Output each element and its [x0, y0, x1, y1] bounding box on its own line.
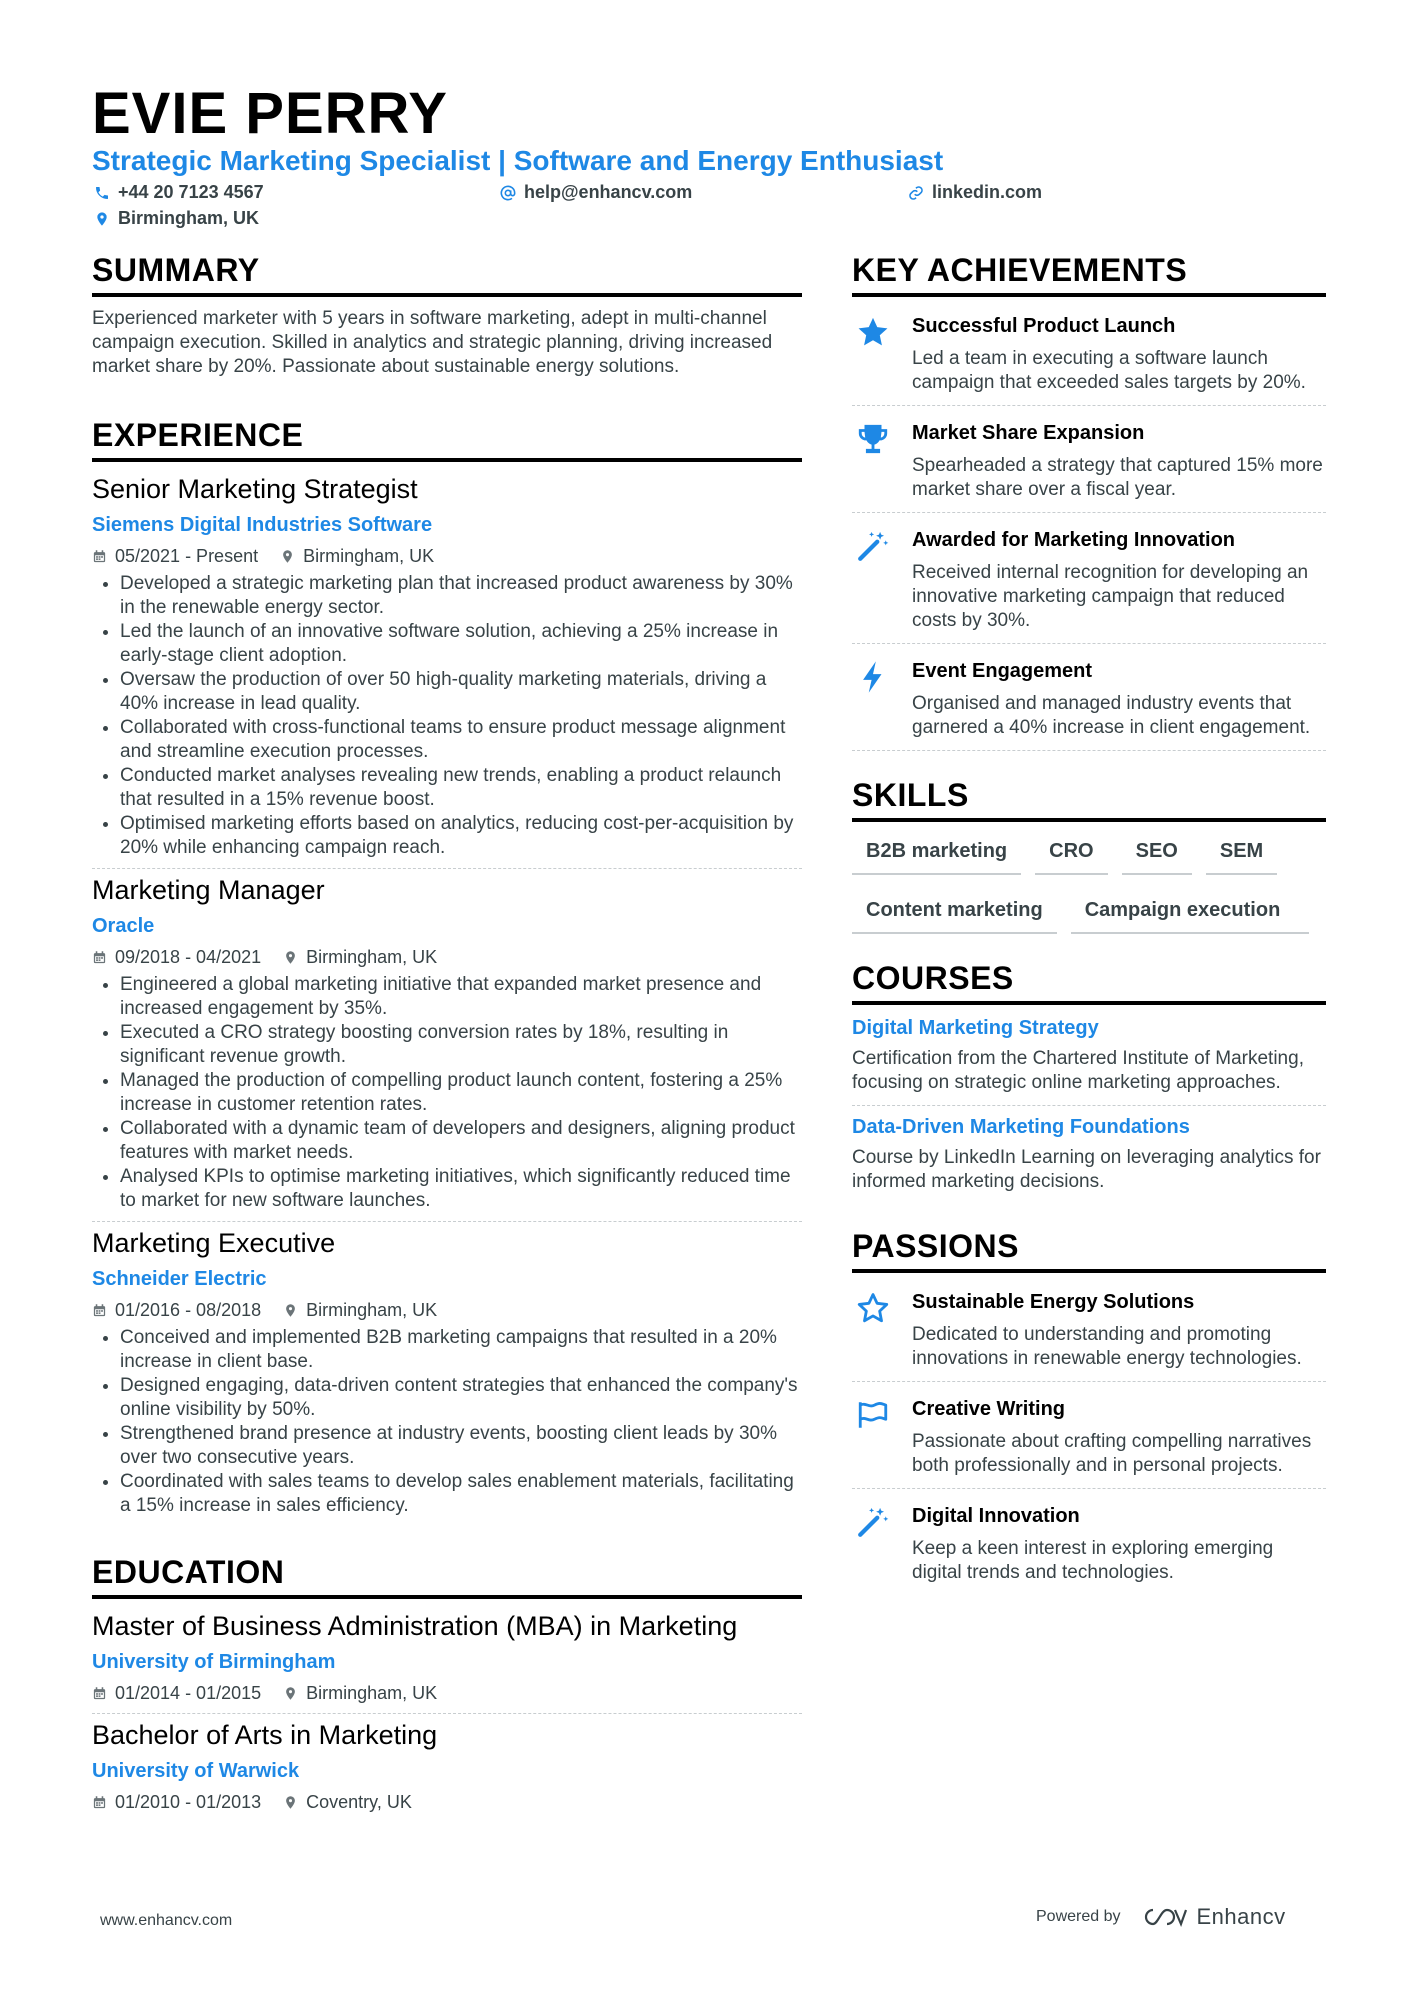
job-role: Marketing Executive: [92, 1228, 336, 1258]
course-title: Data-Driven Marketing Foundations: [852, 1116, 1190, 1138]
job-bullet: • Led the launch of an innovative software solution, achieving a 25% increase in early-stage client adoption.: [120, 620, 802, 668]
location-pin-icon: [280, 549, 295, 564]
achievement-desc: Received internal recognition for developing an innovative marketing campaign that reduced costs by 30%.: [912, 562, 1309, 631]
calendar-icon: [92, 549, 107, 564]
education-location: Birmingham, UK: [306, 1683, 438, 1703]
course-desc: Course by LinkedIn Learning on leveraging analytics for informed marketing decisions.: [852, 1147, 1321, 1192]
course-desc: Certification from the Chartered Institute of Marketing, focusing on strategic online marketing approaches.: [852, 1048, 1304, 1093]
achievement-item: [852, 406, 1326, 513]
job-company: Oracle: [92, 915, 155, 937]
job-role: Marketing Manager: [92, 875, 325, 905]
achievement-item: [852, 513, 1326, 644]
divider: [92, 1221, 802, 1222]
job-bullet: • Oversaw the production of over 50 high-quality marketing materials, driving a 40% increase in lead quality.: [120, 668, 802, 716]
job-bullet: • Designed engaging, data-driven content strategies that enhanced the company's online visibility by 50%.: [120, 1374, 802, 1422]
education-dates: 01/2014 - 01/2015: [115, 1683, 262, 1703]
right-column: [852, 252, 1326, 1595]
education-degree: Master of Business Administration (MBA) in Marketing: [92, 1611, 738, 1641]
job-location: Birmingham, UK: [306, 947, 438, 967]
location-pin-icon: [283, 950, 298, 965]
summary-heading: SUMMARY: [92, 252, 802, 297]
passion-title: Creative Writing: [912, 1398, 1065, 1420]
education-entry: [92, 1609, 802, 1714]
experience-heading: EXPERIENCE: [92, 417, 802, 462]
job-bullet: • Executed a CRO strategy boosting conversion rates by 18%, resulting in significant revenue growth.: [120, 1021, 802, 1069]
enhancv-logo-icon: [1143, 1906, 1187, 1928]
location-pin-icon: [283, 1686, 298, 1701]
education-heading: EDUCATION: [92, 1554, 802, 1599]
passion-desc: Passionate about crafting compelling narratives both professionally and in personal projects.: [912, 1431, 1312, 1476]
job-bullet: • Analysed KPIs to optimise marketing initiatives, which significantly reduced time to market for new software launches.: [120, 1165, 802, 1213]
job-bullet: • Developed a strategic marketing plan that increased product awareness by 30% in the renewable energy sector.: [120, 572, 802, 620]
job-company: Siemens Digital Industries Software: [92, 514, 433, 536]
passion-title: Digital Innovation: [912, 1505, 1080, 1527]
magic-wand-icon: [856, 529, 890, 563]
achievement-title: Market Share Expansion: [912, 422, 1145, 444]
education-meta: [92, 1790, 802, 1814]
powered-by-text: Powered by: [1036, 1908, 1121, 1925]
job-meta: [92, 1298, 802, 1322]
brand-name: Enhancv: [1196, 1904, 1286, 1929]
achievement-item: [852, 644, 1326, 751]
summary-text: Experienced marketer with 5 years in software marketing, adept in multi-channel campaign execution. Skilled in analytics and strategic planning, driving increased market share by 20%. Passionate about sustainable energy solutions.: [92, 308, 773, 377]
education-school: University of Birmingham: [92, 1651, 336, 1673]
passions-heading: PASSIONS: [852, 1228, 1326, 1273]
skill-tag: SEM: [1206, 832, 1277, 875]
achievement-item: [852, 307, 1326, 406]
phone-icon: [94, 185, 110, 201]
job-bullet: • Conceived and implemented B2B marketing campaigns that resulted in a 20% increase in client base.: [120, 1326, 802, 1374]
calendar-icon: [92, 950, 107, 965]
job-company: Schneider Electric: [92, 1268, 267, 1290]
skills-heading: SKILLS: [852, 777, 1326, 822]
education-dates: 01/2010 - 01/2013: [115, 1792, 262, 1812]
at-icon: [500, 185, 516, 201]
achievement-title: Successful Product Launch: [912, 315, 1176, 337]
passion-desc: Keep a keen interest in exploring emerging digital trends and technologies.: [912, 1538, 1274, 1583]
skill-tag: Campaign execution: [1071, 891, 1309, 934]
achievement-title: Awarded for Marketing Innovation: [912, 529, 1235, 551]
courses-heading: COURSES: [852, 960, 1326, 1005]
location-text: Birmingham, UK: [118, 208, 260, 228]
contact-linkedin[interactable]: [908, 182, 1042, 203]
job-bullet: • Strengthened brand presence at industry events, boosting client leads by 30% over two consecutive years.: [120, 1422, 802, 1470]
job-role: Senior Marketing Strategist: [92, 474, 418, 504]
trophy-icon: [856, 422, 890, 456]
brand-logo[interactable]: [1143, 1904, 1286, 1930]
achievements-heading: KEY ACHIEVEMENTS: [852, 252, 1326, 297]
divider: [92, 1713, 802, 1714]
divider: [92, 868, 802, 869]
education-school: University of Warwick: [92, 1760, 300, 1782]
email-text[interactable]: help@enhancv.com: [524, 182, 693, 202]
passion-item: [852, 1283, 1326, 1382]
job-bullet: • Conducted market analyses revealing new trends, enabling a product relaunch that resulted in a 15% revenue boost.: [120, 764, 802, 812]
star-icon: [856, 315, 890, 349]
job-bullet: • Managed the production of compelling product launch content, fostering a 25% increase in customer retention rates.: [120, 1069, 802, 1117]
candidate-subtitle: Strategic Marketing Specialist | Software and Energy Enthusiast: [92, 145, 944, 176]
left-column: [92, 252, 802, 1814]
job-meta: [92, 945, 802, 969]
skills-list: [852, 832, 1326, 934]
job-bullet: • Engineered a global marketing initiative that expanded market presence and increased engagement by 35%.: [120, 973, 802, 1021]
footer-branding: [1036, 1904, 1286, 1930]
skill-tag: SEO: [1122, 832, 1192, 875]
contact-phone: [94, 182, 264, 203]
calendar-icon: [92, 1795, 107, 1810]
job-bullet: • Coordinated with sales teams to develop sales enablement materials, facilitating a 15% increase in sales efficiency.: [120, 1470, 802, 1518]
job-dates: 09/2018 - 04/2021: [115, 947, 262, 967]
magic-wand-icon: [856, 1505, 890, 1539]
phone-text: +44 20 7123 4567: [118, 182, 264, 202]
job-bullets: [92, 1326, 802, 1518]
skill-tag: Content marketing: [852, 891, 1057, 934]
skill-tag: CRO: [1035, 832, 1107, 875]
passion-item: [852, 1382, 1326, 1489]
footer-website[interactable]: www.enhancv.com: [100, 1912, 233, 1929]
job-bullet: • Collaborated with a dynamic team of developers and designers, aligning product features with market needs.: [120, 1117, 802, 1165]
achievement-desc: Organised and managed industry events that garnered a 40% increase in client engagement.: [912, 693, 1311, 738]
passion-desc: Dedicated to understanding and promoting innovations in renewable energy technologies.: [912, 1324, 1302, 1369]
location-pin-icon: [283, 1795, 298, 1810]
education-location: Coventry, UK: [306, 1792, 412, 1812]
skill-tag: B2B marketing: [852, 832, 1021, 875]
linkedin-text[interactable]: linkedin.com: [932, 182, 1043, 202]
contact-email[interactable]: [500, 182, 692, 203]
job-dates: 01/2016 - 08/2018: [115, 1300, 262, 1320]
job-bullets: [92, 973, 802, 1213]
job-entry: [92, 1226, 802, 1518]
location-pin-icon: [94, 211, 110, 227]
job-dates: 05/2021 - Present: [115, 546, 259, 566]
education-meta: [92, 1681, 802, 1705]
job-entry: [92, 472, 802, 869]
job-meta: [92, 544, 802, 568]
job-location: Birmingham, UK: [303, 546, 435, 566]
job-bullets: [92, 572, 802, 860]
course-item: [852, 1015, 1326, 1106]
lightning-icon: [856, 660, 890, 694]
course-title: Digital Marketing Strategy: [852, 1017, 1099, 1039]
passion-title: Sustainable Energy Solutions: [912, 1291, 1195, 1313]
contact-location: [94, 208, 259, 229]
job-location: Birmingham, UK: [306, 1300, 438, 1320]
link-icon: [908, 185, 924, 201]
calendar-icon: [92, 1303, 107, 1318]
course-item: [852, 1114, 1326, 1204]
job-entry: [92, 873, 802, 1222]
achievement-title: Event Engagement: [912, 660, 1093, 682]
education-degree: Bachelor of Arts in Marketing: [92, 1720, 438, 1750]
flag-icon: [856, 1398, 890, 1432]
achievement-desc: Spearheaded a strategy that captured 15% more market share over a fiscal year.: [912, 455, 1323, 500]
star-outline-icon: [856, 1291, 890, 1325]
job-bullet: • Collaborated with cross-functional teams to ensure product message alignment and streamline execution processes.: [120, 716, 802, 764]
achievement-desc: Led a team in executing a software launch campaign that exceeded sales targets by 20%.: [912, 348, 1306, 393]
passion-item: [852, 1489, 1326, 1595]
calendar-icon: [92, 1686, 107, 1701]
education-entry: [92, 1718, 802, 1814]
candidate-name: EVIE PERRY: [92, 81, 448, 146]
job-bullet: • Optimised marketing efforts based on analytics, reducing cost-per-acquisition by 20% while enhancing campaign reach.: [120, 812, 802, 860]
location-pin-icon: [283, 1303, 298, 1318]
